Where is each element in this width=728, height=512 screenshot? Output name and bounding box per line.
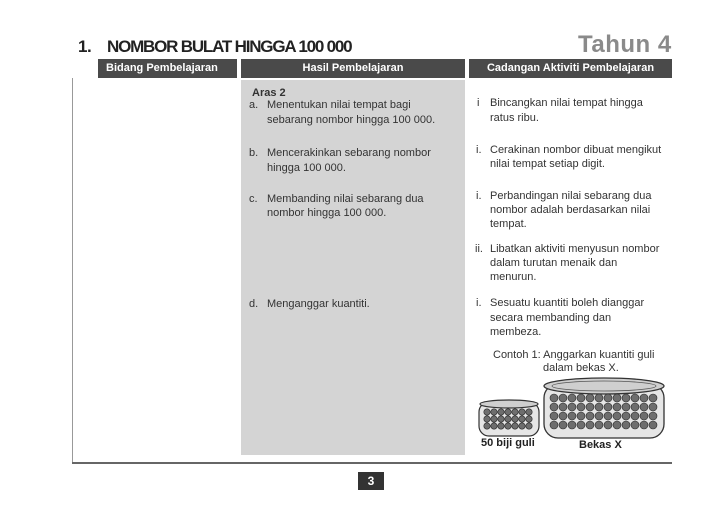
activity-b-line1: Cerakinan nombor dibuat mengikut: [490, 144, 662, 156]
table-left-rule: [72, 78, 73, 462]
section-title: NOMBOR BULAT HINGGA 100 000: [107, 37, 352, 56]
learning-outcomes-column: [241, 80, 465, 455]
outcome-c-line1: Membanding nilai sebarang dua: [267, 193, 424, 205]
page-number: 3: [358, 472, 384, 490]
activity-a-label: i: [477, 97, 480, 109]
bottom-rule: [72, 462, 672, 464]
outcome-a-line2: sebarang nombor hingga 100 000.: [267, 114, 436, 126]
activity-c2-label: ii.: [475, 243, 483, 255]
outcome-c-line2: nombor hingga 100 000.: [267, 207, 387, 219]
outcome-b-label: b.: [249, 147, 259, 159]
outcome-b-line2: hingga 100 000.: [267, 162, 346, 174]
example-line1: Contoh 1: Anggarkan kuantiti guli: [493, 349, 655, 361]
outcome-b-line1: Mencerakinkan sebarang nombor: [267, 147, 431, 159]
large-marble-container-illustration: [542, 374, 666, 440]
activity-b-line2: nilai tempat setiap digit.: [490, 158, 605, 170]
caption-container-x: Bekas X: [579, 439, 622, 451]
outcome-d-line1: Menganggar kuantiti.: [267, 298, 370, 310]
small-marble-container-illustration: [478, 398, 540, 438]
activity-c2-line2: dalam turutan menaik dan: [490, 257, 618, 269]
activity-a-line1: Bincangkan nilai tempat hingga: [490, 97, 643, 109]
outcome-c-label: c.: [249, 193, 258, 205]
activity-c1-line3: tempat.: [490, 218, 527, 230]
activity-c2-line3: menurun.: [490, 271, 537, 283]
activity-c1-label: i.: [476, 190, 482, 202]
year-label: Tahun 4: [578, 31, 672, 58]
activity-d-line3: membeza.: [490, 326, 542, 338]
column-header-suggested-activities: Cadangan Aktiviti Pembelajaran: [469, 59, 672, 78]
section-number: 1.: [78, 37, 92, 56]
activity-d-line2: secara membanding dan: [490, 312, 612, 324]
outcome-a-line1: Menentukan nilai tempat bagi: [267, 99, 411, 111]
column-header-learning-outcomes: Hasil Pembelajaran: [241, 59, 465, 78]
activity-a-line2: ratus ribu.: [490, 112, 539, 124]
outcome-a-label: a.: [249, 99, 259, 111]
activity-c2-line1: Libatkan aktiviti menyusun nombor: [490, 243, 660, 255]
example-line2: dalam bekas X.: [543, 362, 619, 374]
activity-c1-line1: Perbandingan nilai sebarang dua: [490, 190, 652, 202]
activity-d-line1: Sesuatu kuantiti boleh dianggar: [490, 297, 645, 309]
activity-b-label: i.: [476, 144, 482, 156]
column-header-learning-area: Bidang Pembelajaran: [98, 59, 237, 78]
caption-50-marbles: 50 biji guli: [481, 437, 535, 449]
activity-c1-line2: nombor adalah berdasarkan nilai: [490, 204, 651, 216]
outcome-d-label: d.: [249, 298, 259, 310]
level-label: Aras 2: [252, 87, 286, 99]
activity-d-label: i.: [476, 297, 482, 309]
